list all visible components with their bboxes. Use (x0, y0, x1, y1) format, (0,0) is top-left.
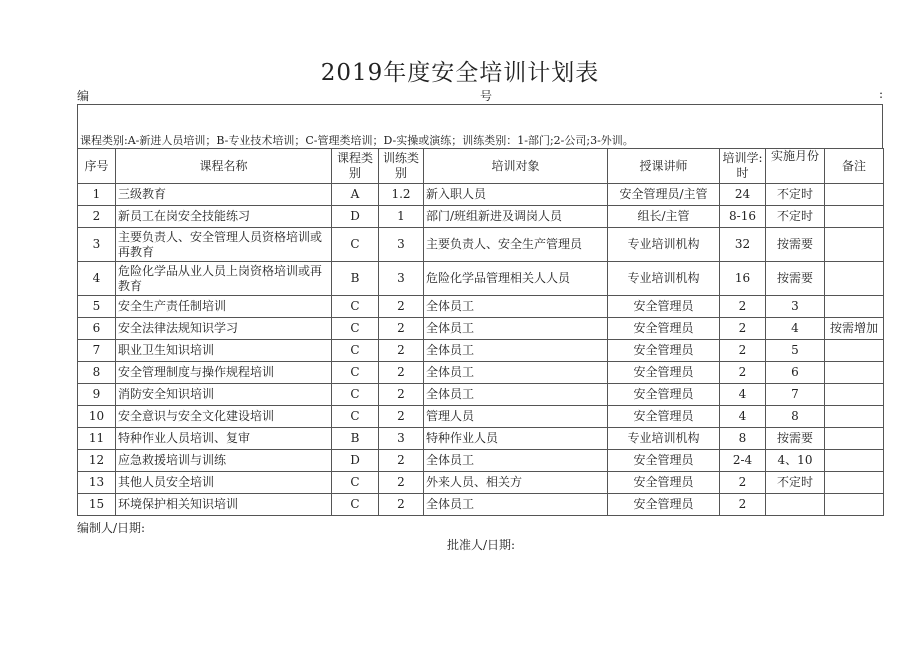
header-instructor: 授课讲师 (608, 149, 720, 184)
row-instructor: 安全管理员 (608, 340, 720, 362)
row-remarks (825, 206, 884, 228)
row-course-name: 环境保护相关知识培训 (116, 494, 332, 516)
row-remarks (825, 472, 884, 494)
row-course-category: C (332, 318, 379, 340)
row-remarks (825, 406, 884, 428)
row-instructor: 安全管理员 (608, 362, 720, 384)
row-course-name: 安全法律法规知识学习 (116, 318, 332, 340)
row-month: 按需要 (766, 262, 825, 296)
row-course-category: D (332, 450, 379, 472)
row-training-category: 1.2 (379, 184, 424, 206)
row-instructor: 安全管理员 (608, 450, 720, 472)
header-hours: 培训学:时 (720, 149, 766, 184)
serial-number-row (77, 87, 883, 105)
row-course-category: C (332, 340, 379, 362)
row-index: 15 (78, 494, 116, 516)
row-index: 8 (78, 362, 116, 384)
row-trainees: 管理人员 (424, 406, 608, 428)
row-month: 4、10 (766, 450, 825, 472)
row-trainees: 全体员工 (424, 450, 608, 472)
row-course-name: 消防安全知识培训 (116, 384, 332, 406)
row-hours: 2 (720, 362, 766, 384)
row-remarks (825, 362, 884, 384)
table-row (78, 184, 884, 206)
row-hours: 2-4 (720, 450, 766, 472)
row-instructor: 专业培训机构 (608, 262, 720, 296)
row-trainees: 全体员工 (424, 362, 608, 384)
table-row (78, 384, 884, 406)
prepared-by: 编制人/日期: (77, 521, 146, 535)
row-trainees: 外来人员、相关方 (424, 472, 608, 494)
row-trainees: 全体员工 (424, 340, 608, 362)
row-course-category: A (332, 184, 379, 206)
row-hours: 8 (720, 428, 766, 450)
row-trainees: 全体员工 (424, 296, 608, 318)
row-instructor: 安全管理员 (608, 472, 720, 494)
row-trainees: 新入职人员 (424, 184, 608, 206)
row-trainees: 全体员工 (424, 384, 608, 406)
training-plan-table (77, 148, 884, 516)
row-month: 不定时 (766, 206, 825, 228)
table-header-row (78, 149, 884, 184)
row-course-name: 安全管理制度与操作规程培训 (116, 362, 332, 384)
row-month: 6 (766, 362, 825, 384)
row-training-category: 2 (379, 362, 424, 384)
header-index: 序号 (78, 149, 116, 184)
row-remarks (825, 184, 884, 206)
serial-label-left: 编 (77, 89, 90, 103)
header-remarks: 备注 (825, 149, 884, 184)
row-training-category: 2 (379, 384, 424, 406)
header-training-category: 训练类别 (379, 149, 424, 184)
row-course-category: C (332, 296, 379, 318)
table-row (78, 494, 884, 516)
category-legend-text: 课程类别:A-新进人员培训；B-专业技术培训；C-管理类培训；D-实操或演练；训练类别：1-部门;2-公司;3-外训。 (80, 134, 634, 147)
row-course-category: D (332, 206, 379, 228)
row-remarks: 按需增加 (825, 318, 884, 340)
row-month: 按需要 (766, 228, 825, 262)
row-course-name: 主要负责人、安全管理人员资格培训或再教育 (116, 228, 332, 262)
table-row (78, 450, 884, 472)
row-remarks (825, 450, 884, 472)
row-trainees: 危险化学品管理相关人人员 (424, 262, 608, 296)
table-row (78, 340, 884, 362)
row-month: 5 (766, 340, 825, 362)
row-remarks (825, 296, 884, 318)
row-course-category: C (332, 384, 379, 406)
row-hours: 2 (720, 340, 766, 362)
row-training-category: 2 (379, 318, 424, 340)
row-index: 12 (78, 450, 116, 472)
table-row (78, 262, 884, 296)
table-row (78, 206, 884, 228)
row-course-name: 危险化学品从业人员上岗资格培训或再教育 (116, 262, 332, 296)
table-row (78, 362, 884, 384)
row-trainees: 部门/班组新进及调岗人员 (424, 206, 608, 228)
row-remarks (825, 262, 884, 296)
row-instructor: 组长/主管 (608, 206, 720, 228)
row-month (766, 494, 825, 516)
row-hours: 8-16 (720, 206, 766, 228)
row-instructor: 安全管理员 (608, 406, 720, 428)
row-course-name: 特种作业人员培训、复审 (116, 428, 332, 450)
row-course-category: C (332, 472, 379, 494)
serial-label-mid: 号 (480, 89, 493, 103)
row-course-name: 职业卫生知识培训 (116, 340, 332, 362)
row-remarks (825, 494, 884, 516)
row-course-name: 三级教育 (116, 184, 332, 206)
row-trainees: 特种作业人员 (424, 428, 608, 450)
row-hours: 32 (720, 228, 766, 262)
row-course-category: C (332, 228, 379, 262)
row-remarks (825, 228, 884, 262)
row-instructor: 专业培训机构 (608, 228, 720, 262)
row-training-category: 3 (379, 262, 424, 296)
row-trainees: 全体员工 (424, 318, 608, 340)
header-month: 实施月份 (766, 149, 825, 184)
row-remarks (825, 384, 884, 406)
row-hours: 4 (720, 384, 766, 406)
row-index: 9 (78, 384, 116, 406)
row-training-category: 2 (379, 406, 424, 428)
row-training-category: 2 (379, 450, 424, 472)
row-index: 4 (78, 262, 116, 296)
approved-by: 批准人/日期: (447, 538, 516, 552)
row-course-name: 应急救援培训与训练 (116, 450, 332, 472)
row-remarks (825, 340, 884, 362)
row-remarks (825, 428, 884, 450)
row-month: 7 (766, 384, 825, 406)
row-index: 13 (78, 472, 116, 494)
row-trainees: 全体员工 (424, 494, 608, 516)
row-hours: 24 (720, 184, 766, 206)
row-index: 11 (78, 428, 116, 450)
table-row (78, 318, 884, 340)
row-course-name: 安全生产责任制培训 (116, 296, 332, 318)
row-month: 不定时 (766, 472, 825, 494)
row-instructor: 安全管理员 (608, 318, 720, 340)
table-row (78, 472, 884, 494)
header-course-category: 课程类别 (332, 149, 379, 184)
row-trainees: 主要负责人、安全生产管理员 (424, 228, 608, 262)
row-course-category: C (332, 494, 379, 516)
row-hours: 2 (720, 494, 766, 516)
row-month: 8 (766, 406, 825, 428)
row-month: 不定时 (766, 184, 825, 206)
row-hours: 16 (720, 262, 766, 296)
row-month: 按需要 (766, 428, 825, 450)
row-training-category: 2 (379, 472, 424, 494)
row-hours: 2 (720, 318, 766, 340)
row-course-name: 新员工在岗安全技能练习 (116, 206, 332, 228)
row-training-category: 2 (379, 296, 424, 318)
row-instructor: 安全管理员 (608, 384, 720, 406)
row-hours: 2 (720, 472, 766, 494)
header-trainees: 培训对象 (424, 149, 608, 184)
table-row (78, 228, 884, 262)
row-course-category: C (332, 362, 379, 384)
row-course-name: 安全意识与安全文化建设培训 (116, 406, 332, 428)
header-course-name: 课程名称 (116, 149, 332, 184)
row-training-category: 3 (379, 428, 424, 450)
row-index: 1 (78, 184, 116, 206)
row-index: 6 (78, 318, 116, 340)
row-month: 4 (766, 318, 825, 340)
row-training-category: 3 (379, 228, 424, 262)
row-index: 3 (78, 228, 116, 262)
row-instructor: 专业培训机构 (608, 428, 720, 450)
row-training-category: 2 (379, 494, 424, 516)
table-row (78, 296, 884, 318)
row-index: 7 (78, 340, 116, 362)
row-index: 2 (78, 206, 116, 228)
row-course-category: C (332, 406, 379, 428)
row-instructor: 安全管理员 (608, 296, 720, 318)
training-plan-sheet (77, 104, 883, 516)
row-course-category: B (332, 428, 379, 450)
row-course-name: 其他人员安全培训 (116, 472, 332, 494)
row-index: 5 (78, 296, 116, 318)
category-legend (77, 104, 883, 148)
row-month: 3 (766, 296, 825, 318)
table-row (78, 428, 884, 450)
row-course-category: B (332, 262, 379, 296)
row-hours: 4 (720, 406, 766, 428)
row-index: 10 (78, 406, 116, 428)
serial-label-right: : (878, 87, 883, 101)
row-hours: 2 (720, 296, 766, 318)
page-title: 2019年度安全培训计划表 (320, 60, 600, 86)
row-instructor: 安全管理员 (608, 494, 720, 516)
table-row (78, 406, 884, 428)
row-instructor: 安全管理员/主管 (608, 184, 720, 206)
row-training-category: 1 (379, 206, 424, 228)
row-training-category: 2 (379, 340, 424, 362)
